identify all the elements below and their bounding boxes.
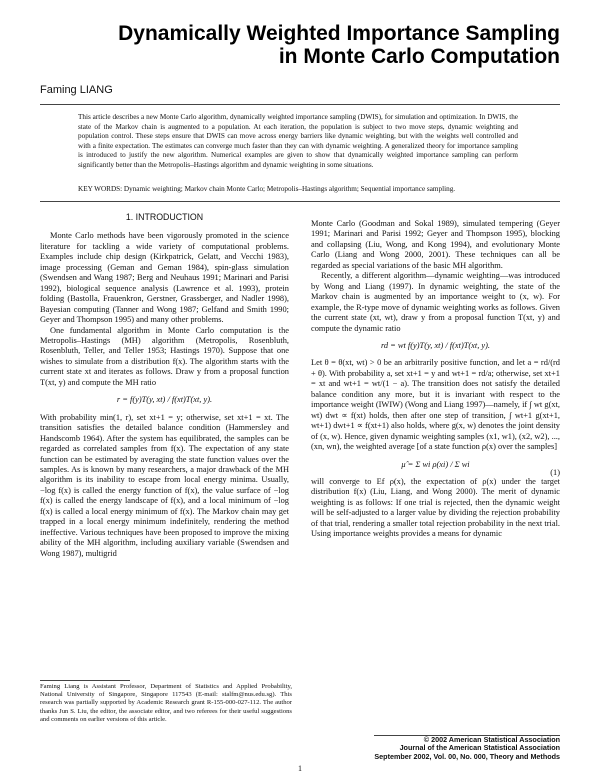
- section-heading: 1. INTRODUCTION: [125, 212, 204, 222]
- weighted-average-formula: μ̂ = Σ wi ρ(xi) / Σ wi: [401, 459, 470, 469]
- header-rule: [40, 104, 560, 105]
- page-number: 1: [298, 764, 302, 773]
- title-line-2: in Monte Carlo Computation: [278, 45, 560, 68]
- left-column: [40, 212, 289, 559]
- copyright-line-2: Journal of the American Statistical Association: [399, 743, 560, 753]
- keywords: KEY WORDS: Dynamic weighting; Markov chain Monte Carlo; Metropolis–Hastings algorithm; Sequential importance sampling.: [78, 185, 456, 193]
- mh-ratio-equation: r = f(y)T(y, xt) / f(xt)T(xt, y).: [116, 395, 213, 405]
- copyright-block: [374, 733, 560, 761]
- paper-title: [118, 22, 560, 68]
- author-name: Faming LIANG: [40, 84, 113, 96]
- author-footnote: Faming Liang is Assistant Professor, Department of Statistics and Applied Probability, National University of Singapore, Singapore 117543 (E-mail: stalfm@nus.edu.sg). This research was partially supported by Academic Research grant R-155-000-027-112. The author thanks Jun S. Liu, the editor, the associate editor, and two referees for their useful suggestions and comments on earlier versions of this article.: [40, 683, 292, 723]
- right-paragraph-3: Let θ = θ(xt, wt) > 0 be an arbitrarily positive function, and let a = rd/(rd + θ). With probability a, set xt+1 = y and wt+1 = rd/a; otherwise, set xt+1 = xt and wt+1 = wt/(1 − a). The transition does not satisfy the detailed balance condition any more, but it is invariant with respect to the importance weight (IWIW) (Wong and Liang 1997)—namely, if ∫ wt g(xt, wt) dwt ∝ f(xt) holds, then after one step of transition, ∫ wt+1 g(xt+1, wt+1) dwt+1 ∝ f(xt+1) also holds, where g(x, w) denotes the joint density of (x, w). Hence, given dynamic weighting samples (x1, w1), (x2, w2), ..., (xn, wn), the weighted average [of a state function ρ(x) over the samples]: [311, 358, 560, 452]
- dynamic-ratio-equation: rd = wt f(y)T(y, xt) / f(xt)T(xt, y).: [380, 340, 491, 350]
- right-paragraph-1: Monte Carlo (Goodman and Sokal 1989), simulated tempering (Geyer 1991; Marinari and Parisi 1992; Geyer and Thompson 1995), blocking and collapsing (Liu, Wong, and Kong 1994), and evolutionary Monte Carlo (Liang and Wong 2000, 2001). These techniques can all be regarded as special variations of the basic MH algorithm.: [311, 219, 560, 270]
- left-paragraph-2: One fundamental algorithm in Monte Carlo computation is the Metropolis–Hastings (MH) algorithm (Metropolis, Rosenbluth, Rosenbluth, Teller, and Teller 1953; Hastings 1970). Suppose that one wishes to simulate from a distribution f(x). The algorithm starts with the current state xt and iterates as follows. Draw y from a proposal function T(xt, y) and compute the MH ratio: [40, 325, 289, 387]
- footnote-rule: [40, 680, 130, 681]
- left-paragraph-1: Monte Carlo methods have been vigorously promoted in the science literature for tackling a wide variety of computational problems. Examples include chip design (Kirkpatrick, Gelatt, and Vecchi 1983), image processing (Geman and Geman 1984), spin-glass simulation (Swendsen and Wang 1987; Berg and Neuhaus 1991; Marinari and Parisi 1992), biological sequence analysis (Lawrence et al. 1993), protein folding (Bastolla, Frauenkron, Gerstner, Grassberger, and Nadler 1998), Bayesian computing (Tanner and Wong 1987; Gelfand and Smith 1990; Geyer and Thompson 1995) and many other problems.: [40, 231, 289, 325]
- copyright-line-1: © 2002 American Statistical Association: [374, 735, 560, 744]
- weighted-average-equation: [311, 459, 560, 477]
- abstract-rule: [40, 201, 560, 202]
- equation-number: (1): [550, 467, 560, 477]
- right-paragraph-4: will converge to Ef ρ(x), the expectation of ρ(x) under the target distribution f(x) (Liu, Liang, and Wong 2000). The merit of dynamic weighting is as follows: If one trial is rejected, then the dynamic weight will be self-adjusted to a larger value by dividing the rejection probability of that trial, rendering a smaller total rejection probability in the next trial. Using importance weights provides a means for dynamic: [311, 476, 560, 539]
- copyright-line-3: September 2002, Vol. 00, No. 000, Theory and Methods: [374, 751, 560, 761]
- title-line-1: Dynamically Weighted Importance Sampling: [118, 22, 560, 45]
- right-column: [311, 219, 560, 540]
- left-paragraph-3: With probability min(1, r), set xt+1 = y; otherwise, set xt+1 = xt. The transition satisfies the detailed balance condition (Hammersley and Handscomb 1964). After the system has equilibrated, the samples can be regarded as correlated samples from f(x). The expectation of any state function can be estimated by averaging the state function values over the samples. As is known by many researchers, a major drawback of the MH algorithm is its inability to escape from local energy minima. Usually, −log f(x) is called the energy function of f(x), the value surface of −log f(x) is called the energy landscape of f(x), and a local minimum of −log f(x) is called a local energy minimum of f(x). The Markov chain may get trapped in a local energy minimum indefinitely, rendering the method ineffective. Various techniques have been proposed to improve the mixing ability of the MH algorithm, including auxiliary variable (Swendsen and Wong 1987), multigrid: [40, 412, 289, 558]
- abstract: This article describes a new Monte Carlo algorithm, dynamically weighted importance sampling (DWIS), for simulation and optimization. In DWIS, the state of the Markov chain is augmented to a population. At each iteration, the population is subject to two move steps, dynamic weighting and population control. These steps ensure that DWIS can move across energy barriers like dynamic weighting, but with the weights well controlled and with a finite expectation. The estimates can converge much faster than they can with dynamic weighting. A generalized theory for importance sampling is introduced to justify the new algorithm. Numerical examples are given to show that dynamically weighted importance sampling can perform significantly better than the Metropolis–Hastings algorithm and dynamic weighting in some situations.: [78, 113, 518, 169]
- right-paragraph-2: Recently, a different algorithm—dynamic weighting—was introduced by Wong and Liang (1997). In dynamic weighting, the state of the Markov chain is augmented by an importance weight to (x, w). For example, the R-type move of dynamic weighting works as follows. Given the current state (xt, wt), draw y from a proposal function T(xt, y) and compute the dynamic ratio: [311, 271, 560, 333]
